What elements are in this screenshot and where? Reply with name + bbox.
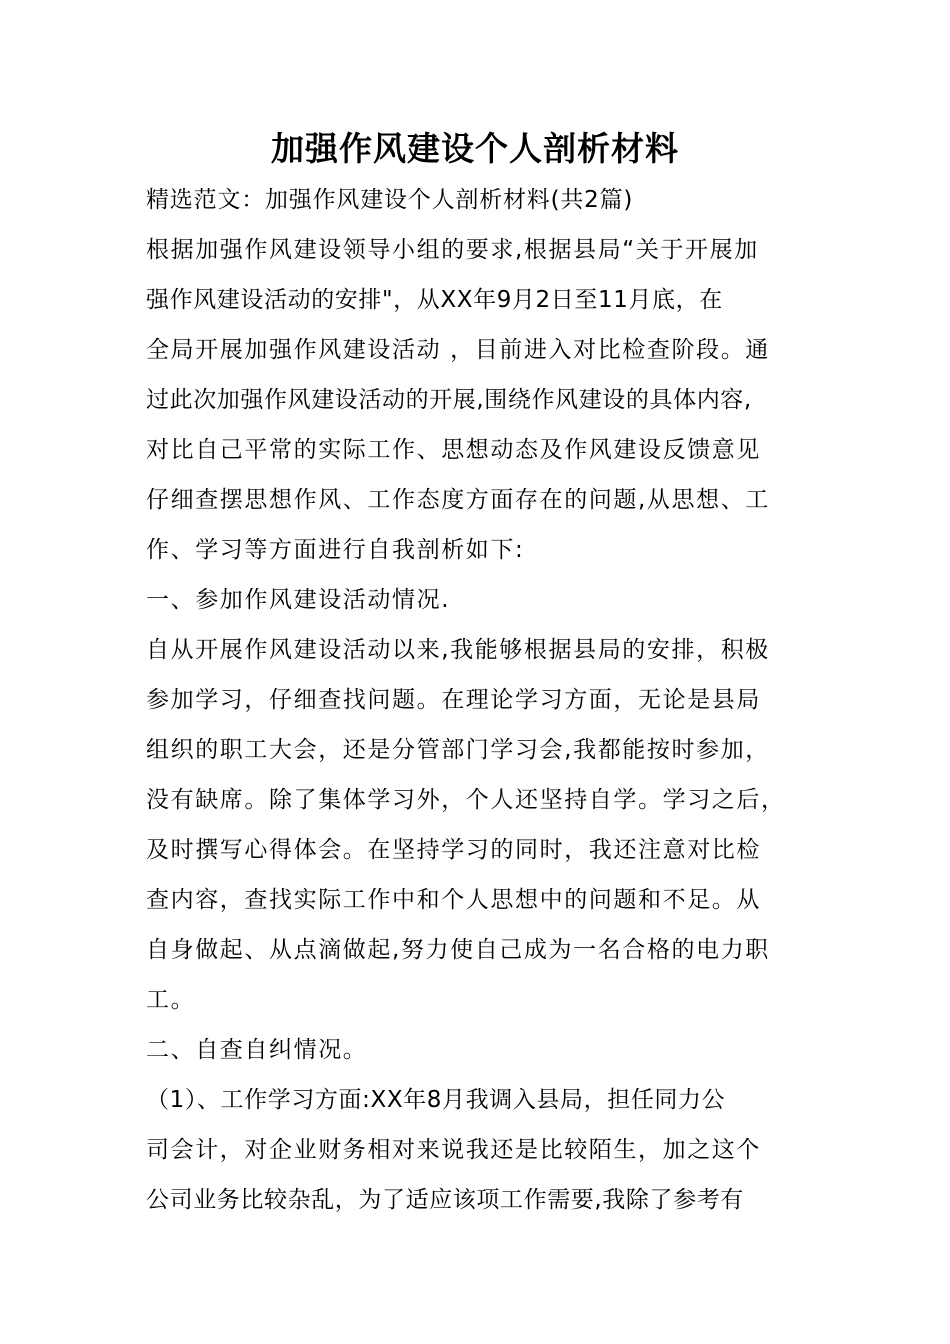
- body-line: 司会计，对企业财务相对来说我还是比较陌生，加之这个: [146, 1137, 761, 1163]
- body-line: 强作风建设活动的安排"，从XX年9月2日至11月底，在: [146, 287, 723, 313]
- body-line: 根据加强作风建设领导小组的要求,根据县局“关于开展加: [146, 237, 759, 263]
- document-title: 加强作风建设个人剖析材料: [271, 129, 679, 168]
- body-line: 仔细查摆思想作风、工作态度方面存在的问题,从思想、工: [146, 487, 770, 513]
- body-line: 自从开展作风建设活动以来,我能够根据县局的安排，积极: [146, 637, 770, 663]
- body-line: 自身做起、从点滴做起,努力使自己成为一名合格的电力职: [146, 937, 770, 963]
- body-line: 对比自己平常的实际工作、思想动态及作风建设反馈意见: [146, 437, 761, 463]
- subtitle-line: 精选范文：加强作风建设个人剖析材料(共2篇): [146, 187, 634, 213]
- body-line: 及时撰写心得体会。在坚持学习的同时，我还注意对比检: [146, 837, 761, 863]
- body-line: 作、学习等方面进行自我剖析如下:: [146, 537, 525, 563]
- body-line: 没有缺席。除了集体学习外，个人还坚持自学。学习之后，: [146, 787, 786, 813]
- body-line: 工。: [146, 987, 196, 1013]
- body-line: 组织的职工大会，还是分管部门学习会,我都能按时参加，: [146, 737, 770, 763]
- body-line: 过此次加强作风建设活动的开展,围绕作风建设的具体内容,: [146, 387, 752, 413]
- section-heading: 二、自查自纠情况。: [146, 1037, 368, 1063]
- section-heading: 一、参加作风建设活动情况.: [146, 587, 451, 613]
- body-line: （1）、工作学习方面:XX年8月我调入县局，担任同力公: [146, 1087, 726, 1113]
- body-line: 公司业务比较杂乱，为了适应该项工作需要,我除了参考有: [146, 1187, 744, 1213]
- body-line: 查内容，查找实际工作中和个人思想中的问题和不足。从: [146, 887, 761, 913]
- body-line: 全局开展加强作风建设活动 ，目前进入对比检查阶段。通: [146, 337, 770, 363]
- body-line: 参加学习，仔细查找问题。在理论学习方面，无论是县局: [146, 687, 761, 713]
